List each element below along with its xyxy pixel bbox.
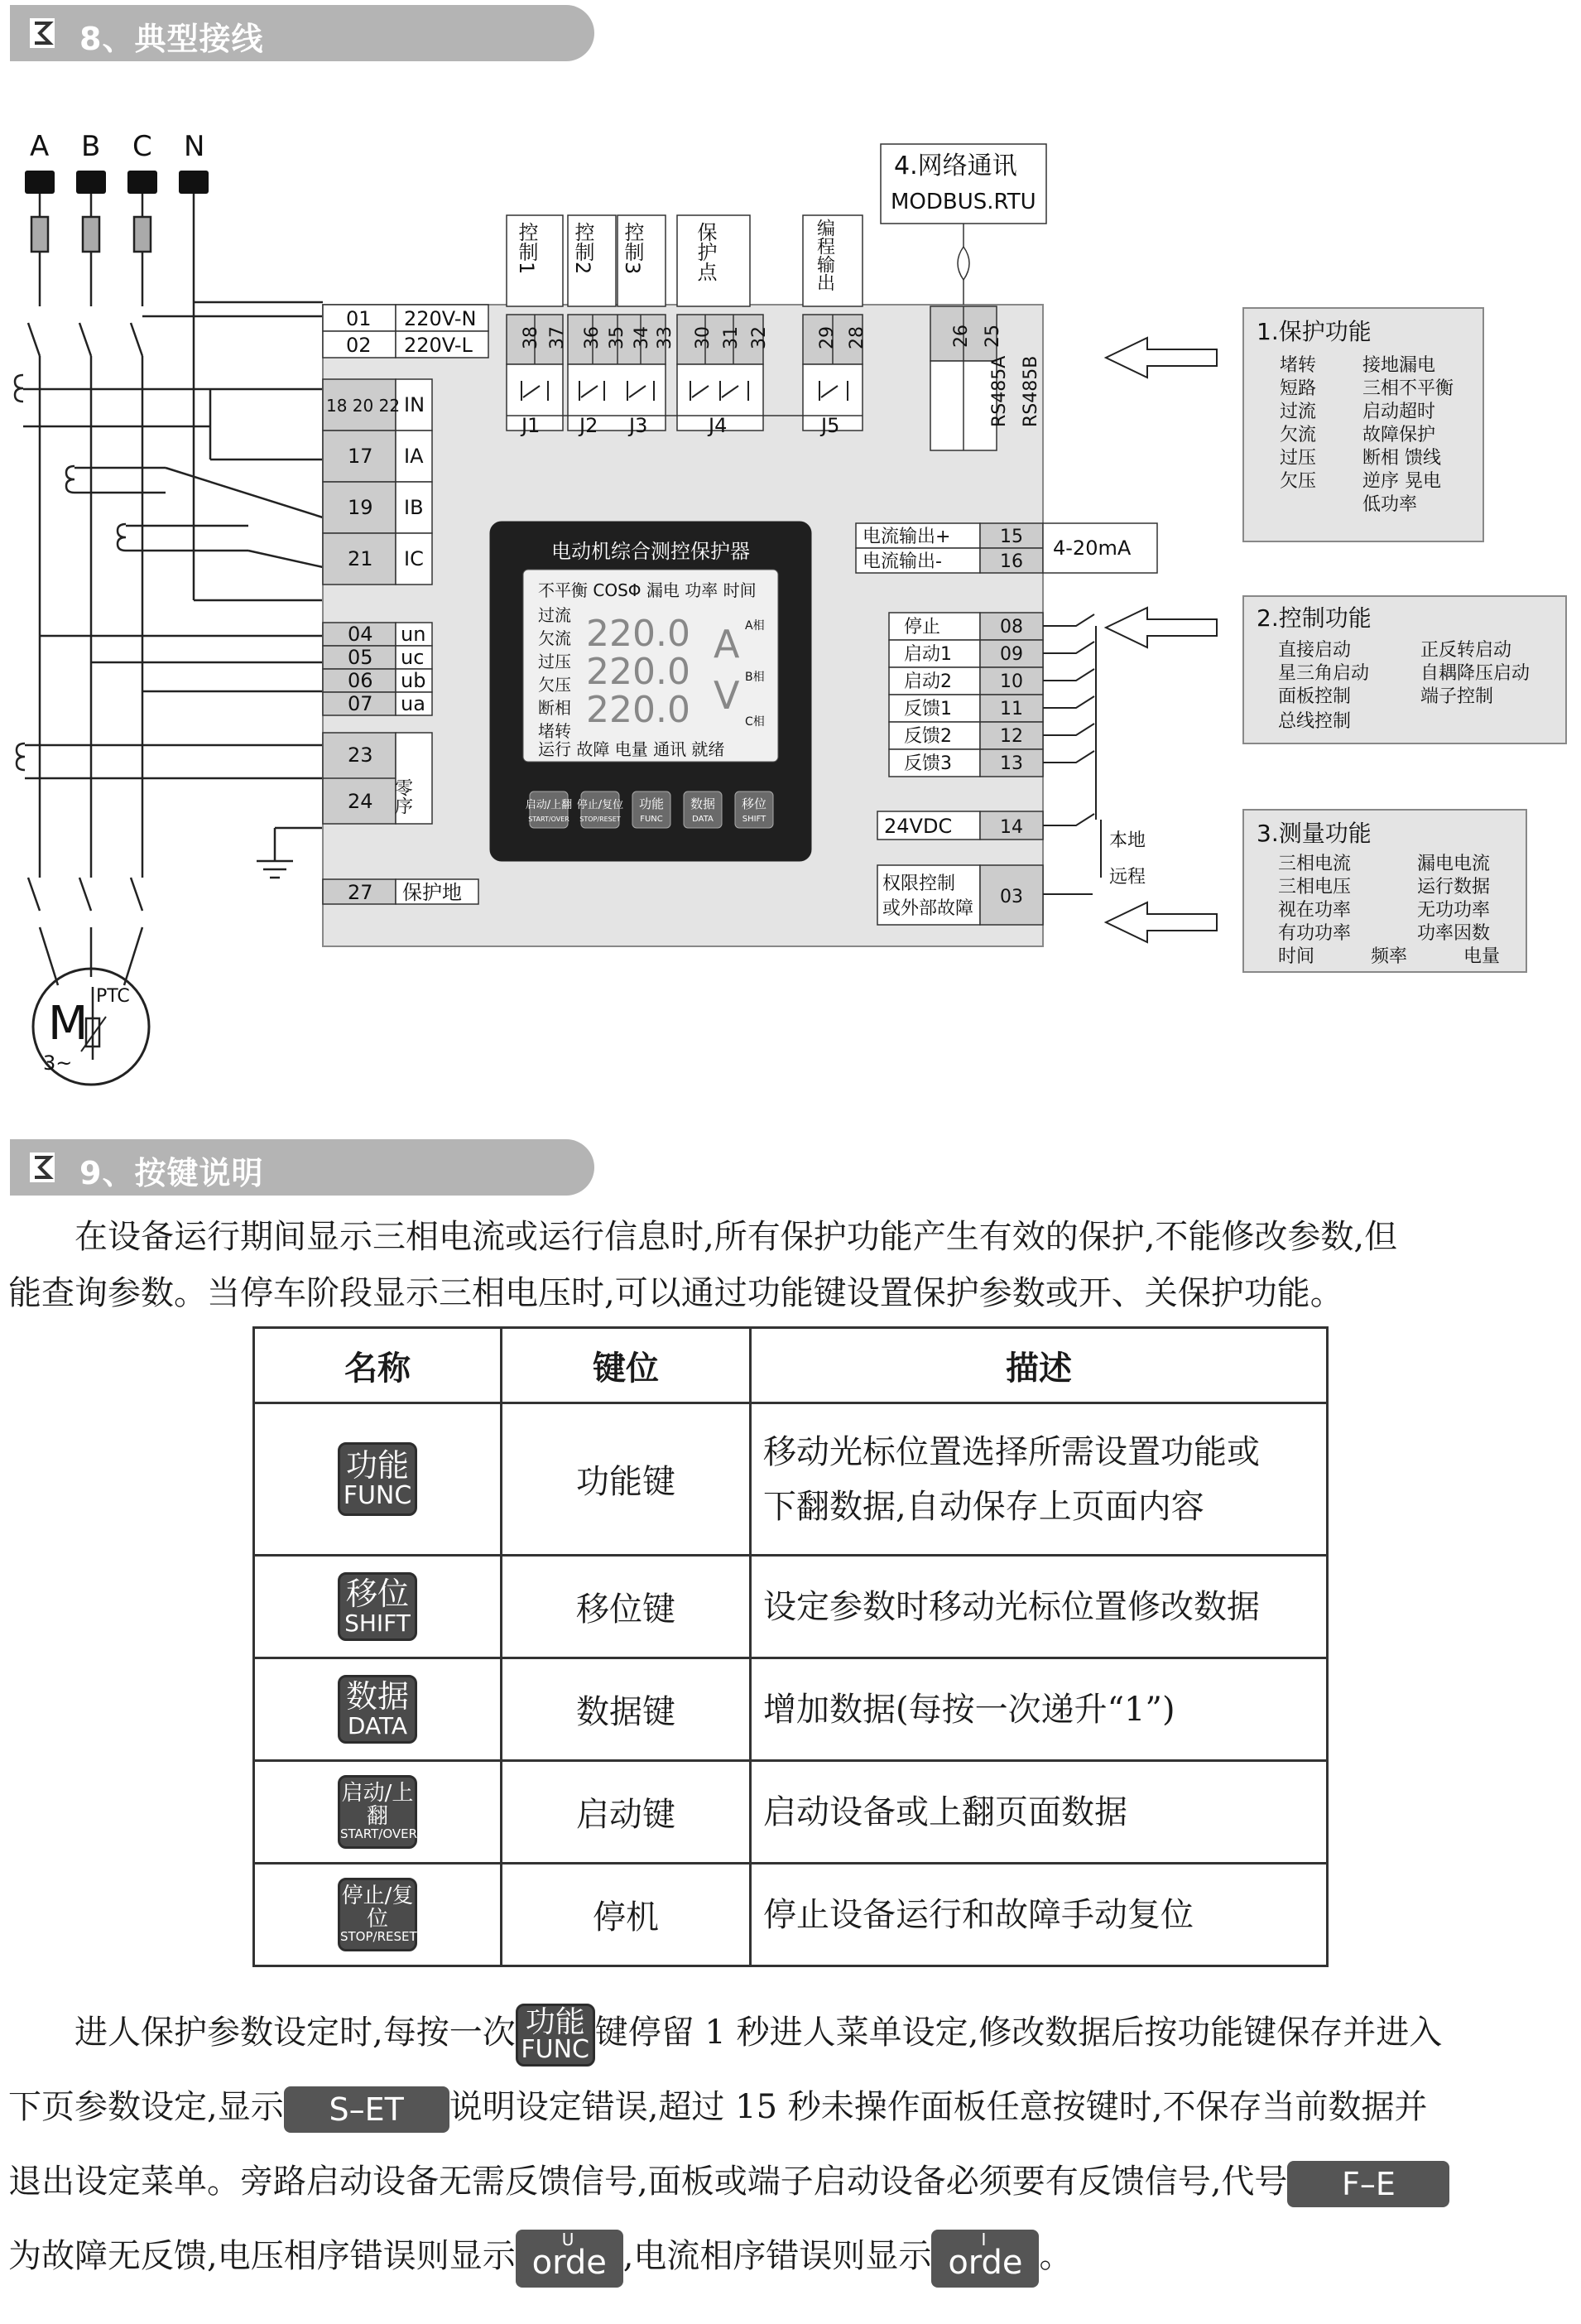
terminal-07: 07 — [348, 692, 373, 715]
terminal-17: 17 — [348, 445, 373, 468]
control-title: 2.控制功能 — [1257, 604, 1372, 632]
terminal-ia: IA — [404, 445, 424, 468]
key-name: 数据键 — [502, 1658, 751, 1761]
notes-text: 为故障无反馈,电压相序错误则显示 — [8, 2237, 516, 2275]
terminal-23: 23 — [348, 743, 373, 767]
lcd-undervoltage: 欠压 — [538, 675, 571, 695]
pin-26: 26 — [951, 325, 972, 348]
pin-32: 32 — [749, 326, 770, 349]
section-header-9 — [10, 1139, 594, 1196]
phase-c-label: C — [132, 130, 152, 163]
lcd-digits-c: 220.0 — [586, 689, 690, 731]
lcd-unit-a: A — [714, 622, 740, 666]
remote-label: 远程 — [1109, 867, 1146, 888]
local-label: 本地 — [1109, 830, 1146, 851]
measure-right-1: 漏电电流 — [1417, 854, 1491, 874]
stop-reset-button[interactable] — [577, 792, 623, 828]
pin-10: 10 — [1000, 671, 1023, 692]
notes-text: 。 — [1039, 2237, 1073, 2275]
zero-seq-label: 零序 — [392, 778, 413, 815]
control-right-2: 自耦降压启动 — [1420, 663, 1531, 684]
relay-j1: J1 — [521, 414, 541, 437]
terminal-220v-l: 220V-L — [404, 334, 473, 357]
pin-37: 37 — [547, 326, 568, 349]
key-cap-cell — [254, 1864, 502, 1966]
phase-terminals — [25, 171, 209, 194]
arrow-control — [1106, 608, 1217, 647]
protect-left-6: 欠压 — [1280, 471, 1317, 492]
col-position: 键位 — [502, 1328, 751, 1403]
terminal-06: 06 — [348, 669, 373, 692]
comm-title: 4.网络通讯 — [894, 152, 1017, 180]
measure-bottom-2: 频率 — [1371, 946, 1408, 967]
start-over-button[interactable] — [526, 792, 572, 828]
lcd-phase-a: A相 — [745, 619, 765, 633]
terminal-ub: ub — [401, 669, 426, 692]
relay-2-title: 控制2 — [571, 222, 594, 275]
start-over-keycap — [338, 1775, 417, 1848]
lcd-top-labels: 不平衡 COSΦ 漏电 功率 时间 — [538, 580, 757, 600]
table-row — [254, 1761, 1328, 1864]
rs485a-label: RS485A — [989, 355, 1010, 427]
measure-right-3: 无功功率 — [1417, 900, 1491, 921]
fuses — [28, 194, 323, 985]
terminal-19: 19 — [348, 496, 373, 519]
code-sup: U — [561, 2230, 574, 2249]
control-right-3: 端子控制 — [1420, 686, 1494, 707]
set-error-code: S–ET — [284, 2086, 449, 2133]
table-row — [254, 1658, 1328, 1761]
terminal-24: 24 — [348, 790, 373, 813]
pin-31: 31 — [721, 326, 742, 349]
pin-09: 09 — [1000, 644, 1023, 665]
notes-line-3 — [8, 2144, 1573, 2219]
control-left-2: 星三角启动 — [1278, 663, 1370, 684]
arrow-protect — [1106, 338, 1217, 378]
key-desc: 启动设备或上翻页面数据 — [751, 1761, 1328, 1864]
input-feedback3: 反馈3 — [904, 753, 952, 774]
protect-right-6: 逆序 晃电 — [1362, 471, 1441, 492]
key-name: 移位键 — [502, 1556, 751, 1658]
code-text: orde — [531, 2244, 607, 2282]
keycap-cn: 启动/上翻 — [341, 1781, 414, 1829]
pin-16: 16 — [1000, 551, 1023, 572]
measure-right-2: 运行数据 — [1417, 877, 1491, 897]
key-cap-cell — [254, 1761, 502, 1864]
protect-left-1: 堵转 — [1280, 355, 1317, 376]
measure-left-2: 三相电压 — [1278, 877, 1352, 897]
key-table — [252, 1326, 1329, 1967]
protect-right-4: 故障保护 — [1362, 425, 1436, 445]
pin-34: 34 — [632, 326, 652, 349]
key-cap-cell — [254, 1658, 502, 1761]
input-feedback1: 反馈1 — [904, 699, 952, 719]
input-feedback2: 反馈2 — [904, 726, 952, 747]
shift-keycap — [338, 1572, 417, 1641]
arrows — [1106, 338, 1217, 942]
protect-right-2: 三相不平衡 — [1362, 378, 1454, 399]
protect-left-4: 欠流 — [1280, 425, 1317, 445]
panel-buttons — [526, 792, 773, 828]
key-cap-cell — [254, 1556, 502, 1658]
section-header-8 — [10, 5, 594, 61]
table-row — [254, 1556, 1328, 1658]
relay-j4: J4 — [709, 414, 728, 437]
control-left-3: 面板控制 — [1278, 686, 1352, 707]
pin-08: 08 — [1000, 617, 1023, 638]
relay-3-title: 控制3 — [621, 222, 644, 275]
measure-left-1: 三相电流 — [1278, 854, 1352, 874]
wiring-diagram — [0, 116, 1581, 1093]
pin-28: 28 — [847, 326, 867, 349]
current-order-code — [931, 2230, 1039, 2288]
terminal-01: 01 — [346, 307, 372, 330]
pin-30: 30 — [693, 326, 714, 349]
lcd-stall: 堵转 — [538, 721, 571, 741]
func-en: FUNC — [640, 815, 663, 824]
relay-j3: J3 — [629, 414, 648, 437]
key-table-header — [254, 1328, 1328, 1403]
key-name: 功能键 — [502, 1403, 751, 1556]
measure-bottom-1: 时间 — [1278, 946, 1315, 967]
lcd-phase-loss: 断相 — [538, 698, 571, 718]
func-keycap — [338, 1442, 417, 1516]
terminal-04: 04 — [348, 623, 373, 646]
protect-right-7: 低功率 — [1362, 494, 1418, 515]
keycap-en: DATA — [347, 1711, 408, 1739]
terminal-in: IN — [404, 393, 425, 416]
lcd-undercurrent: 欠流 — [538, 628, 571, 648]
start-over-cn: 启动/上翻 — [525, 799, 573, 811]
notes-text: 说明设定错误,超过 15 秒未操作面板任意按键时,不保存当前数据并 — [449, 2088, 1428, 2126]
key-name: 启动键 — [502, 1761, 751, 1864]
terminal-ib: IB — [404, 496, 424, 519]
pin-33: 33 — [655, 326, 675, 349]
relay-1-title: 控制1 — [515, 222, 538, 275]
key-desc: 增加数据(每按一次递升“1”) — [751, 1658, 1328, 1761]
keycap-cn: 停止/复位 — [341, 1884, 414, 1932]
terminal-in-no: 18 20 22 — [326, 396, 401, 416]
notes-paragraph — [8, 1995, 1573, 2293]
protect-left-5: 过压 — [1280, 448, 1317, 469]
notes-text: 键停留 1 秒进人菜单设定,修改数据后按功能键保存并进入 — [594, 2014, 1443, 2052]
terminal-220v-n: 220V-N — [404, 307, 477, 330]
shift-en: SHIFT — [742, 815, 766, 824]
section-title: 8、典型接线 — [79, 21, 264, 57]
pin-15: 15 — [1000, 527, 1023, 547]
phase-labels — [30, 130, 204, 163]
arrow-measure — [1106, 902, 1217, 942]
control-left-4: 总线控制 — [1278, 711, 1352, 732]
analog-out-minus: 电流输出- — [863, 551, 942, 572]
motor-label: M — [48, 997, 89, 1051]
notes-text: ,电流相序错误则显示 — [622, 2237, 932, 2275]
notes-text: 下页参数设定,显示 — [8, 2088, 284, 2126]
stop-reset-cn: 停止/复位 — [576, 799, 624, 811]
protect-right-5: 断相 馈线 — [1362, 448, 1441, 469]
notes-text: 进人保护参数设定时,每按一次 — [74, 2014, 516, 2052]
shift-button[interactable] — [735, 792, 773, 828]
control-left-1: 直接启动 — [1278, 640, 1352, 661]
data-button[interactable] — [684, 792, 722, 828]
keycap-cn: 数据 — [345, 1677, 409, 1715]
func-button[interactable] — [632, 792, 670, 828]
voltage-order-code — [516, 2230, 623, 2288]
section-icon — [28, 1151, 56, 1184]
keycap-cn: 移位 — [345, 1575, 409, 1612]
shift-cn: 移位 — [741, 796, 767, 811]
terminal-21: 21 — [348, 547, 373, 570]
pin-38: 38 — [521, 326, 541, 349]
protect-left-2: 短路 — [1280, 378, 1317, 399]
external-fault-label: 或外部故障 — [882, 898, 974, 919]
pin-14: 14 — [1000, 817, 1023, 838]
device-title: 电动机综合测控保护器 — [551, 540, 750, 563]
relay-5-title: 编程输出 — [814, 219, 835, 291]
ptc-label: PTC — [96, 986, 130, 1007]
lcd-phase-c: C相 — [745, 715, 765, 729]
keycap-cn: 功能 — [345, 1446, 409, 1484]
top-relays — [507, 215, 863, 431]
permission-label: 权限控制 — [882, 873, 956, 894]
key-desc-line-2: 下翻数据,自动保存上页面内容 — [763, 1487, 1204, 1526]
code-text: orde — [948, 2244, 1023, 2282]
measure-right-4: 功率因数 — [1417, 923, 1491, 944]
relay-j5: J5 — [821, 414, 840, 437]
terminal-05: 05 — [348, 646, 373, 669]
key-cap-cell — [254, 1403, 502, 1556]
section-title: 9、按键说明 — [79, 1155, 264, 1191]
rs485b-label: RS485B — [1021, 355, 1041, 427]
relay-j2: J2 — [579, 414, 598, 437]
comm-protocol: MODBUS.RTU — [891, 190, 1036, 214]
lcd-digits-a: 220.0 — [586, 613, 690, 655]
terminal-27: 27 — [348, 881, 373, 904]
intro-paragraph — [8, 1209, 1573, 1321]
vdc-label: 24VDC — [884, 815, 953, 838]
notes-text: 退出设定菜单。旁路启动设备无需反馈信号,面板或端子启动设备必须要有反馈信号,代号 — [8, 2163, 1288, 2201]
notes-line-1 — [8, 1995, 1573, 2070]
terminal-ic: IC — [404, 547, 424, 570]
pin-11: 11 — [1000, 699, 1023, 719]
pin-29: 29 — [817, 326, 838, 349]
phase-n-label: N — [184, 130, 205, 163]
lcd-overvoltage: 过压 — [538, 652, 571, 671]
intro-line-1: 在设备运行期间显示三相电流或运行信息时,所有保护功能产生有效的保护,不能修改参数,但 — [74, 1218, 1398, 1256]
stop-reset-en: STOP/RESET — [579, 816, 621, 823]
table-row — [254, 1403, 1328, 1556]
keycap-en: SHIFT — [344, 1609, 411, 1637]
lcd-overcurrent: 过流 — [538, 605, 571, 625]
terminal-uc: uc — [401, 646, 425, 669]
protect-title: 1.保护功能 — [1257, 318, 1372, 345]
protect-right-1: 接地漏电 — [1362, 355, 1436, 376]
protect-left-3: 过流 — [1280, 402, 1317, 422]
keycap-en: FUNC — [343, 1480, 412, 1510]
table-row — [254, 1864, 1328, 1966]
input-start2: 启动2 — [904, 671, 952, 692]
control-right-1: 正反转启动 — [1420, 640, 1512, 661]
measure-bottom-3: 电量 — [1463, 946, 1501, 967]
lcd-phase-b: B相 — [745, 671, 765, 684]
input-stop: 停止 — [904, 617, 941, 638]
keycap-en: FUNC — [521, 2035, 590, 2064]
terminal-un: un — [401, 623, 426, 646]
data-keycap — [338, 1675, 417, 1744]
col-desc: 描述 — [751, 1328, 1328, 1403]
pin-03: 03 — [1000, 887, 1023, 907]
measure-left-3: 视在功率 — [1278, 900, 1352, 921]
current-transformers — [15, 302, 323, 878]
lcd-unit-v: V — [714, 673, 740, 718]
measure-left-4: 有功功率 — [1278, 923, 1352, 944]
pin-25: 25 — [983, 325, 1003, 348]
lcd-bottom-labels: 运行 故障 电量 通讯 就绪 — [538, 739, 725, 759]
phase-b-label: B — [81, 130, 101, 163]
key-desc — [751, 1403, 1328, 1556]
keycap-en: STOP/RESET — [340, 1928, 417, 1944]
stop-reset-keycap — [338, 1878, 417, 1951]
key-desc: 停止设备运行和故障手动复位 — [751, 1864, 1328, 1966]
lcd-digits-b: 220.0 — [586, 651, 690, 693]
terminal-ground: 保护地 — [402, 881, 462, 904]
terminal-02: 02 — [346, 334, 372, 357]
input-switches — [1043, 614, 1101, 894]
data-en: DATA — [692, 815, 714, 824]
feedback-error-code: F–E — [1287, 2161, 1449, 2207]
terminal-ua: ua — [401, 692, 425, 715]
col-name: 名称 — [254, 1328, 502, 1403]
keycap-en: START/OVER — [340, 1826, 418, 1841]
pin-12: 12 — [1000, 726, 1023, 747]
pin-35: 35 — [607, 326, 627, 349]
notes-line-2 — [8, 2070, 1573, 2144]
key-desc: 设定参数时移动光标位置修改数据 — [751, 1556, 1328, 1658]
phase-a-label: A — [30, 130, 50, 163]
code-sup: I — [981, 2230, 987, 2249]
notes-line-4 — [8, 2219, 1573, 2293]
key-desc-line-1: 移动光标位置选择所需设置功能或 — [763, 1432, 1260, 1471]
input-start1: 启动1 — [904, 644, 952, 665]
start-over-en: START/OVER — [528, 816, 569, 823]
intro-line-2: 能查询参数。当停车阶段显示三相电压时,可以通过功能键设置保护参数或开、关保护功能。 — [8, 1274, 1343, 1312]
protect-right-3: 启动超时 — [1362, 402, 1436, 422]
analog-out-plus: 电流输出+ — [863, 527, 951, 547]
analog-range: 4-20mA — [1053, 536, 1132, 560]
func-keycap-inline — [516, 2004, 595, 2067]
func-cn: 功能 — [638, 796, 665, 811]
keycap-cn: 功能 — [525, 2005, 585, 2039]
pin-13: 13 — [1000, 753, 1023, 774]
measure-title: 3.测量功能 — [1257, 820, 1372, 847]
pin-36: 36 — [582, 326, 603, 349]
motor-sub: 3~ — [43, 1051, 73, 1075]
key-name: 停机 — [502, 1864, 751, 1966]
relay-4-title: 保护点 — [694, 222, 717, 281]
data-cn: 数据 — [690, 796, 716, 811]
section-icon — [28, 17, 56, 50]
